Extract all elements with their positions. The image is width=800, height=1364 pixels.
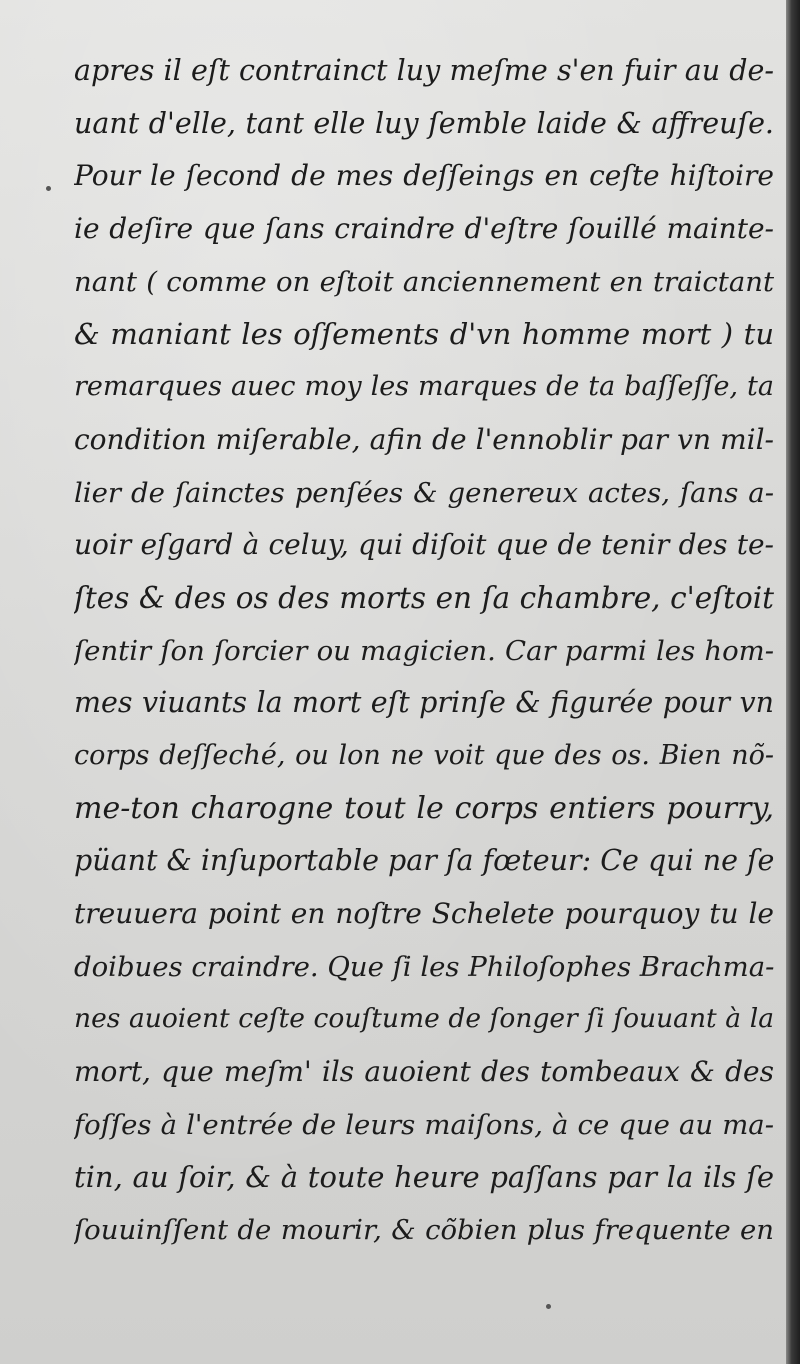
text-line: apres il eſt contrainct luy meſme s'en fuir au de- bbox=[74, 54, 774, 87]
text-line: ie deſire que ſans craindre d'eſtre ſouillé mainte- bbox=[74, 212, 774, 246]
paper-speck bbox=[546, 1304, 551, 1309]
text-line: lier de ſainctes penſées & genereux actes, ſans a- bbox=[74, 476, 774, 509]
text-line: & maniant les oſſements d'vn homme mort ) tu bbox=[74, 317, 774, 352]
text-line: nant ( comme on eſtoit anciennement en traictant bbox=[74, 265, 774, 298]
text-line: nes auoient ceſte couſtume de ſonger ſi ſouuant à la bbox=[74, 1003, 774, 1035]
text-line: ſtes & des os des morts en ſa chambre, c'eſtoit bbox=[74, 580, 774, 615]
text-line: ſentir ſon ſorcier ou magicien. Car parmi les hom- bbox=[74, 634, 774, 667]
text-line: püant & inſuportable par ſa fœteur: Ce qui ne ſe bbox=[74, 844, 774, 878]
text-line: treuuera point en noſtre Schelete pourquoy tu le bbox=[74, 897, 774, 930]
text-line: mort, que meſm' ils auoient des tombeaux & des bbox=[74, 1055, 774, 1089]
page-edge-shadow bbox=[786, 0, 800, 1364]
text-line: me-ton charogne tout le corps entiers pourry, bbox=[74, 790, 774, 826]
text-line: Pour le ſecond de mes deſſeings en ceſte hiſtoire bbox=[74, 159, 774, 193]
text-line: ſouuinſſent de mourir, & cõbien plus frequente en bbox=[74, 1214, 774, 1247]
text-line: remarques auec moy les marques de ta baſſeſſe, ta bbox=[74, 371, 774, 403]
text-line: uoir eſgard à celuy, qui diſoit que de tenir des te- bbox=[74, 528, 774, 562]
text-line: foſſes à l'entrée de leurs maiſons, à ce que au ma- bbox=[74, 1108, 774, 1141]
text-line: condition miſerable, afin de l'ennoblir par vn mil- bbox=[74, 422, 774, 456]
text-line: corps deſſeché, ou lon ne voit que des os. Bien nõ- bbox=[74, 739, 774, 771]
body-text bbox=[74, 45, 774, 1257]
text-line: uant d'elle, tant elle luy ſemble laide & affreuſe. bbox=[74, 106, 774, 140]
text-line: mes viuants la mort eſt prinſe & figurée pour vn bbox=[74, 686, 774, 720]
text-line: doibues craindre. Que ſi les Philoſophes Brachma- bbox=[74, 950, 774, 983]
paper-speck bbox=[46, 186, 51, 191]
text-line: tin, au ſoir, & à toute heure paſſans par la ils ſe bbox=[74, 1160, 774, 1195]
